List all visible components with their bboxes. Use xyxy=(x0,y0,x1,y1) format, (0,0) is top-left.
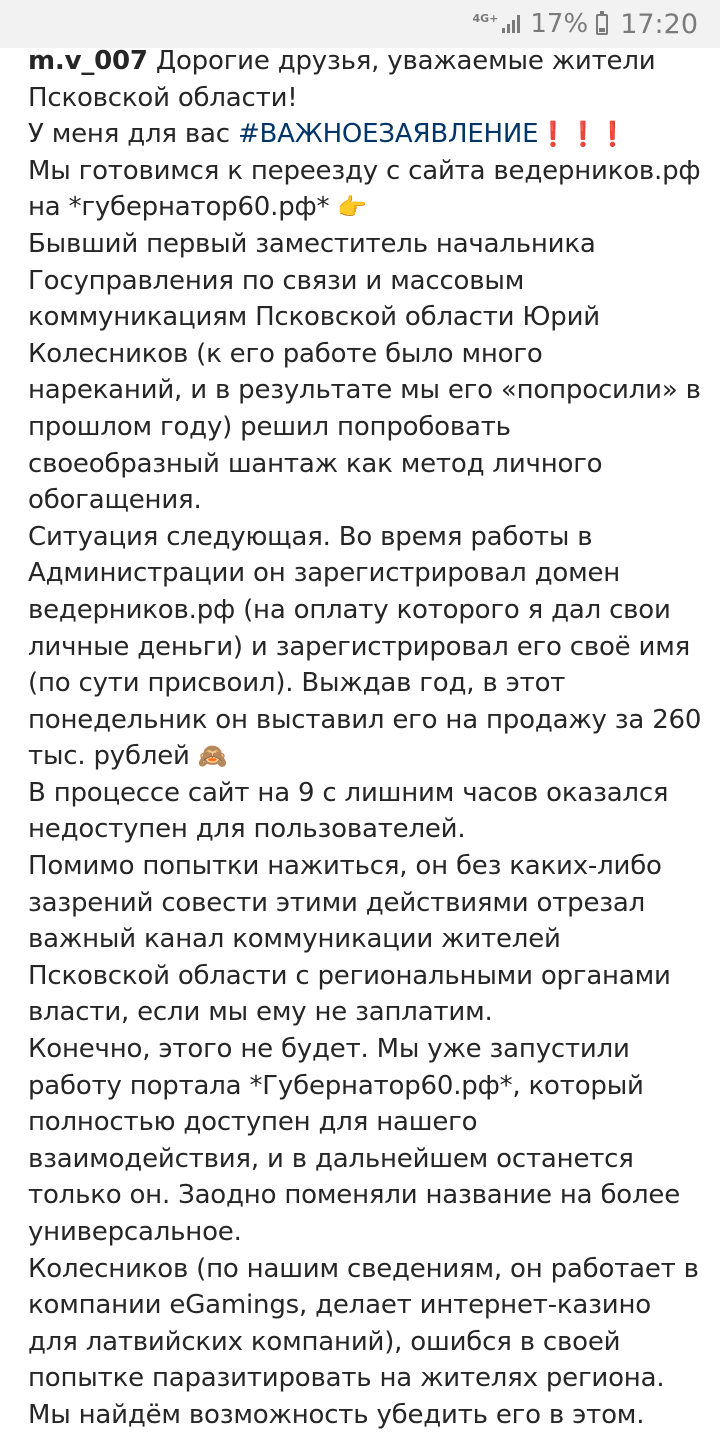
battery-icon xyxy=(596,14,608,35)
post-caption xyxy=(28,43,703,1434)
pointing-hand-icon: 👉 xyxy=(337,193,368,222)
post-text-intro: Дорогие друзья, уважаемые жители Псковской области! У меня для вас xyxy=(28,46,656,150)
status-clock: 17:20 xyxy=(620,8,698,40)
signal-icon xyxy=(500,15,520,33)
exclamation-icon: ❗❗❗ xyxy=(538,120,628,149)
status-bar xyxy=(0,0,720,48)
battery-level-fill xyxy=(599,28,605,31)
post-username[interactable]: m.v_007 xyxy=(28,46,148,76)
post-text-paragraph-1: Мы готовимся к переезду с сайта ведерников.рф на *губернатор60.рф* xyxy=(28,155,701,223)
network-type-label: 4G+ xyxy=(472,11,499,25)
post-text-paragraph-3: В процессе сайт на 9 с лишним часов оказался недоступен для пользователей. Помимо попытки нажиться, он без каких-либо зазрений совести этими действиями отрезал важный канал коммуникации жителей Псковской области с региональными органами власти, если мы ему не заплатим. Конечно, этого не будет. Мы уже запустили работу портала *Губернатор60.рф*, который полностью доступен для нашего взаимодействия, и в дальнейшем останется только он. Заодно поменяли название на более универсальное. Колесников (по нашим сведениям, он работает в компании eGamings, делает интернет-казино для латвийских компаний), ошибся в своей попытке паразитировать на жителях региона. Мы найдём возможность убедить его в этом. xyxy=(28,777,699,1430)
see-no-evil-monkey-icon: 🙈 xyxy=(197,742,228,771)
post-hashtag-link[interactable]: #ВАЖНОЕЗАЯВЛЕНИЕ xyxy=(237,119,539,150)
post-text-paragraph-2: Бывший первый заместитель начальника Госуправления по связи и массовым коммуникациям Псковской области Юрий Колесников (к его работе было много нареканий, и в результате мы его «попросили» в прошлом году) решил попробовать своеобразный шантаж как метод личного обогащения. Ситуация следующая. Во время работы в Администрации он зарегистрировал домен ведерников.рф (на оплату которого я дал свои личные деньги) и зарегистрировал его своё имя (по сути присвоил). Выждав год, в этот понедельник он выставил его на продажу за 260 тыс. рублей xyxy=(28,228,702,772)
battery-percent: 17% xyxy=(530,9,589,39)
